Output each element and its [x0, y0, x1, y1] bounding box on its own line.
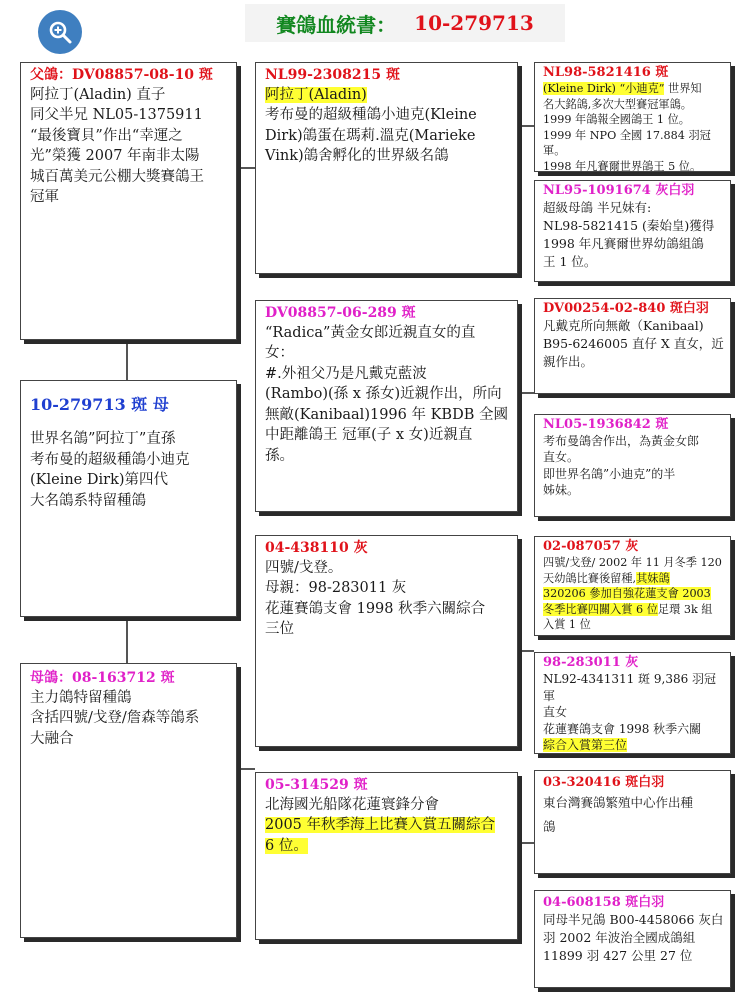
ggp-mff-line: 足環 3k 組 [657, 602, 713, 616]
ggp-fmm-line: 姊妹。 [543, 482, 580, 497]
maternal-grandsire-line: 四號/戈登。 [265, 559, 343, 576]
ggp-fmf-line: B95-6246005 直仔 X 直女，近 [543, 336, 724, 351]
ggp-fff-line: 1998 年凡賽爾世界鴿王 5 位。 [543, 159, 702, 172]
mother-heading: 母鴿：08-163712 斑 [30, 670, 175, 686]
ggp-fmm-line: 即世界名鴿”小迪克”的半 [543, 466, 676, 481]
paternal-granddam-line: 無敵(Kanibaal)1996 年 KBDB 全國 [265, 406, 508, 423]
ggp-mff-line: 四號/戈登/ 2002 年 11 月冬季 120 [543, 556, 722, 570]
ggp-fmf-notes [543, 317, 725, 370]
mother-notes [30, 688, 230, 750]
ggp-mff-card [534, 536, 731, 636]
ggp-fff-line: 世界知 [668, 82, 702, 96]
paternal-granddam-heading: DV08857-06-289 斑 [265, 305, 416, 321]
subject-line: (Kleine Dirk)第四代 [30, 472, 169, 489]
connector [518, 842, 534, 844]
paternal-grandsire-card [255, 62, 518, 274]
ggp-ffm-notes [543, 199, 725, 270]
ggp-fmf-line: 凡戴克所向無敵（Kanibaal) [543, 318, 704, 334]
ggp-fff-line: 1999 年鴿報全國鴿王 1 位。 [543, 113, 690, 127]
paternal-grandsire-heading: NL99-2308215 斑 [265, 67, 400, 83]
paternal-grandsire-line: 考布曼的超級種鴿小迪克(Kleine [265, 107, 477, 124]
connector [126, 617, 128, 663]
ggp-ffm-line: NL98-5821415 (秦始皇)獲得 [543, 218, 715, 233]
ggp-fff-heading: NL98-5821416 斑 [543, 65, 669, 80]
ggp-mff-row [543, 586, 725, 601]
ggp-mff-highlight: 冬季比賽四關入賞 6 位 [543, 602, 658, 616]
ggp-mmf-card [534, 770, 731, 874]
ggp-fff-line: 名大銘鴿,多次大型賽冠軍鴿。 [543, 97, 692, 111]
paternal-granddam-card [255, 300, 518, 512]
ggp-fmm-card [534, 414, 731, 517]
ggp-fmm-line: 直女。 [543, 450, 580, 465]
subject-line: 大名鴿系特留種鴿 [30, 492, 146, 509]
maternal-grandsire-line: 花蓮賽鴿支會 1998 秋季六關綜合 [265, 600, 486, 617]
ggp-ffm-line: 超級母鴿 半兄妹有: [543, 200, 652, 216]
ggp-fff-line: 1999 年 NPO 全國 17.884 羽冠軍。 [543, 128, 711, 158]
father-line: 冠軍 [30, 189, 59, 206]
ggp-ffm-heading: NL95-1091674 灰白羽 [543, 183, 695, 198]
ggp-mff-row [543, 602, 725, 617]
ggp-fmf-line: 親作出。 [543, 353, 594, 369]
ggp-mff-highlight: 其妹鴿 [636, 571, 670, 585]
subject-card [20, 380, 237, 617]
mother-line: 主力鴿特留種鴿 [30, 689, 132, 706]
ggp-mff-highlight: 320206 參加自強花蓮支會 2003 [543, 587, 711, 601]
ggp-mmm-notes [543, 911, 725, 964]
connector [237, 167, 255, 169]
paternal-granddam-line: (Rambo)(孫 x 孫女)近親作出，所向 [265, 386, 502, 403]
connector [518, 125, 534, 127]
ggp-fff-highlight-row [543, 81, 725, 96]
father-line: 同父半兄 NL05-1375911 [30, 107, 203, 124]
connector [518, 392, 534, 394]
father-line: “最後寶貝”作出“幸運之 [30, 127, 183, 144]
ggp-mmm-card [534, 890, 731, 988]
connector [518, 650, 534, 652]
ggp-fmf-card [534, 298, 731, 394]
maternal-grandsire-card [255, 535, 518, 747]
father-heading: 父鴿：DV08857-08-10 斑 [30, 67, 213, 83]
ggp-mfm-highlight-row [543, 737, 725, 754]
paternal-granddam-line: #.外祖父乃是凡戴克藍波 [265, 365, 427, 382]
ggp-mmf-line: 東台灣賽鴿繁殖中心作出種 [543, 795, 694, 811]
subject-heading: 10-279713 斑 母 [30, 395, 169, 414]
father-card [20, 62, 237, 340]
father-notes [30, 85, 230, 208]
ggp-fff-highlight: (Kleine Dirk) “小迪克” [543, 82, 665, 96]
mother-line: 含括四號/戈登/詹森等鴿系 [30, 710, 200, 727]
connector [126, 340, 128, 380]
ggp-fmf-heading: DV00254-02-840 斑白羽 [543, 301, 709, 316]
ggp-mmm-line: 11899 羽 427 公里 27 位 [543, 947, 693, 963]
ggp-fmm-line: 考布曼鴿舍作出，為黃金女郎 [543, 434, 700, 449]
maternal-grandsire-heading: 04-438110 灰 [265, 540, 368, 556]
paternal-granddam-line: 中距離鴿王 冠軍(子 x 女)近親直 [265, 427, 473, 444]
maternal-grandsire-line: 三位 [265, 621, 294, 638]
maternal-granddam-heading: 05-314529 斑 [265, 777, 368, 793]
maternal-granddam-highlight-row [265, 836, 511, 857]
zoom-in-icon [47, 19, 73, 45]
ggp-ffm-line: 王 1 位。 [543, 253, 597, 269]
paternal-grandsire-notes [265, 85, 511, 167]
ggp-mff-notes [543, 555, 725, 632]
maternal-granddam-card [255, 772, 518, 940]
ggp-fmm-notes [543, 433, 725, 498]
subject-notes [30, 429, 230, 511]
ggp-mmm-line: 同母半兄鴿 B00-4458066 灰白 [543, 912, 724, 928]
title-label: 賽鴿血統書： [276, 12, 397, 37]
zoom-in-button[interactable] [38, 10, 82, 54]
paternal-grandsire-line: Vink)鴿舍孵化的世界級名鴿 [265, 148, 449, 165]
ggp-mmf-notes [543, 791, 725, 839]
maternal-granddam-highlight: 6 位。 [265, 837, 308, 854]
paternal-grandsire-name: 阿拉丁(Aladin) [265, 86, 367, 103]
ggp-mmf-line: 鴿 [543, 819, 556, 834]
paternal-granddam-notes [265, 323, 511, 467]
ggp-mmf-heading: 03-320416 斑白羽 [543, 775, 665, 790]
father-line: 光”榮獲 2007 年南非太陽 [30, 148, 200, 165]
mother-card [20, 663, 237, 938]
father-line: 城百萬美元公棚大獎賽鴿王 [30, 168, 204, 185]
maternal-granddam-highlight: 2005 年秋季海上比賽入賞五關綜合 [265, 817, 496, 834]
paternal-granddam-line: “Radica”黃金女郎近親直女的直 [265, 324, 476, 341]
maternal-granddam-line: 北海國光船隊花蓮寰鋒分會 [265, 796, 439, 813]
ggp-mmm-heading: 04-608158 斑白羽 [543, 895, 665, 910]
maternal-granddam-highlight-row [265, 815, 511, 836]
maternal-granddam-notes [265, 795, 511, 857]
title-ring-number: 10-279713 [414, 11, 534, 35]
ggp-mfm-line: 花蓮賽鴿支會 1998 秋季六關 [543, 721, 702, 736]
ggp-ffm-line: 1998 年凡賽爾世界幼鴿組鴿 [543, 235, 704, 251]
ggp-mmm-line: 羽 2002 年波治全國成鴿組 [543, 930, 696, 945]
paternal-granddam-line: 女： [265, 345, 294, 362]
ggp-mfm-notes [543, 671, 725, 754]
connector [237, 768, 255, 770]
ggp-mff-line: 天幼鴿比賽後留種, [543, 571, 637, 585]
subject-line: 考布曼的超級種鴿小迪克 [30, 451, 190, 468]
ggp-fmm-heading: NL05-1936842 斑 [543, 417, 669, 432]
ggp-fff-notes [543, 81, 725, 172]
ggp-mfm-line: NL92-4341311 斑 9,386 羽冠軍 [543, 672, 717, 703]
page-title [245, 4, 565, 42]
mother-line: 大融合 [30, 730, 74, 747]
ggp-mfm-line: 直女 [543, 705, 568, 720]
maternal-grandsire-line: 母親：98-283011 灰 [265, 580, 407, 597]
ggp-ffm-card [534, 180, 731, 282]
ggp-fff-card [534, 62, 731, 172]
subject-line: 世界名鴿”阿拉丁”直孫 [30, 431, 176, 447]
ggp-mfm-heading: 98-283011 灰 [543, 655, 639, 670]
ggp-mff-line: 入賞 1 位 [543, 618, 591, 632]
ggp-mfm-highlight: 綜合入賞第三位 [543, 738, 628, 753]
ggp-mff-row [543, 571, 725, 586]
paternal-granddam-line: 孫。 [265, 447, 294, 464]
paternal-grandsire-line: Dirk)鴿蛋在瑪莉.溫克(Marieke [265, 127, 476, 144]
maternal-grandsire-notes [265, 558, 511, 640]
ggp-mfm-card [534, 652, 731, 754]
father-line: 阿拉丁(Aladin) 直子 [30, 86, 166, 103]
ggp-mff-heading: 02-087057 灰 [543, 539, 639, 554]
